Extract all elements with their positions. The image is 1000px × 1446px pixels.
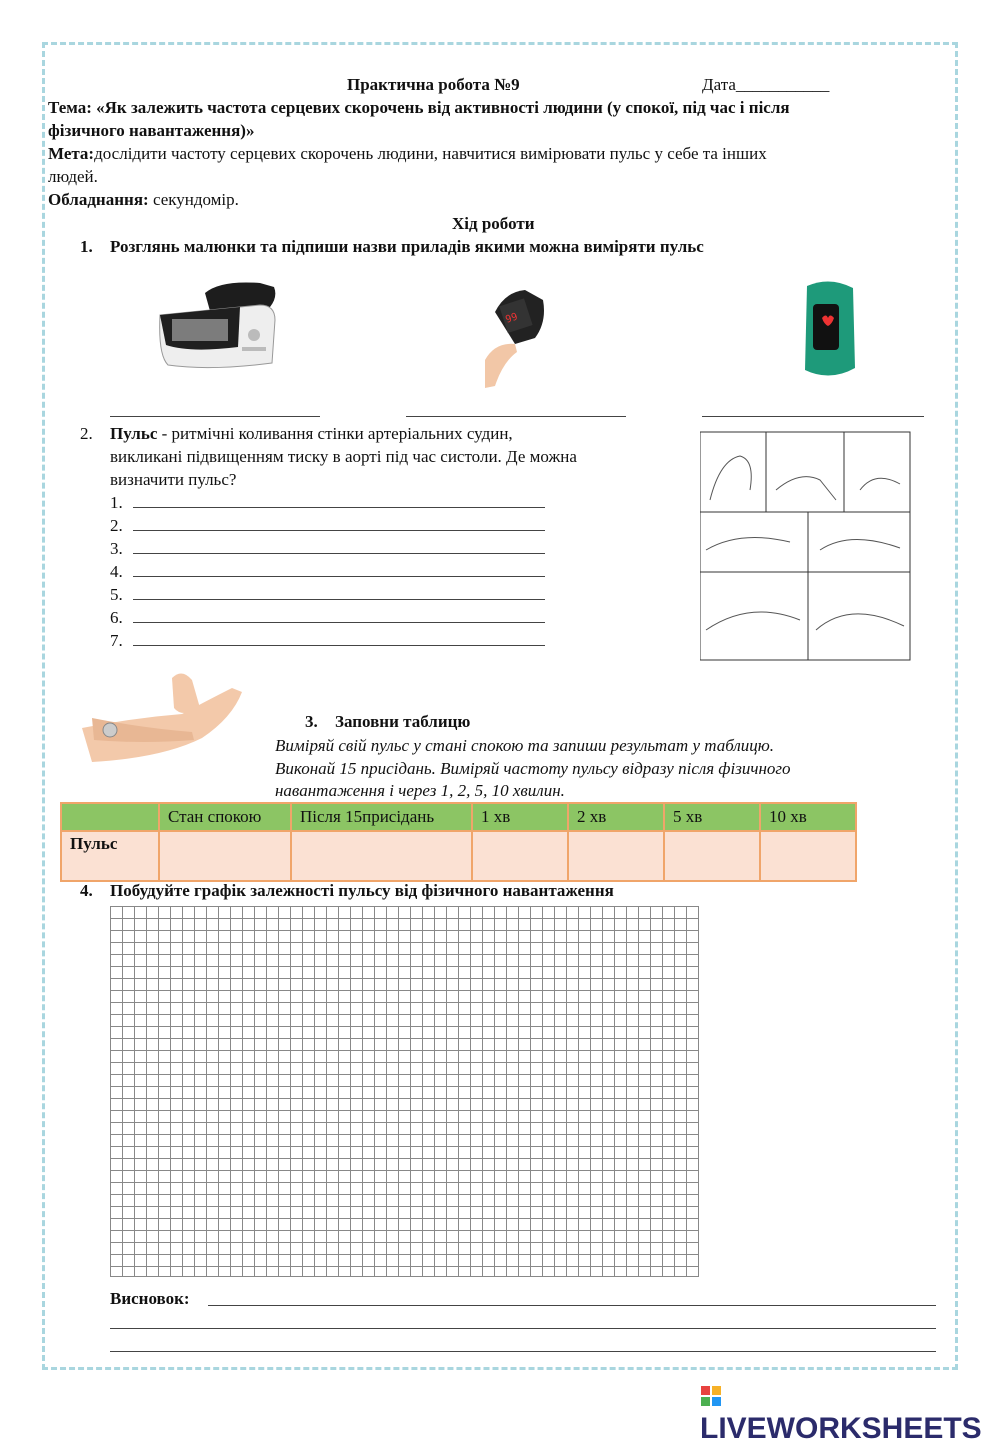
equipment-text: секундомір. xyxy=(148,190,239,209)
brand-squares-icon xyxy=(700,1385,724,1407)
date-field[interactable]: Дата___________ xyxy=(702,75,830,94)
brand-name: LIVEWORKSHEETS xyxy=(700,1412,982,1445)
blood-pressure-monitor-image xyxy=(150,275,280,375)
conclusion-line-2[interactable] xyxy=(110,1328,936,1329)
conclusion-line-3[interactable] xyxy=(110,1351,936,1352)
pulse-oximeter-image xyxy=(455,282,555,390)
answer-row-1[interactable]: 1. xyxy=(110,493,545,513)
pulse-table xyxy=(60,802,857,882)
goal-label: Мета: xyxy=(48,144,95,163)
answer-row-3[interactable]: 3. xyxy=(110,539,545,559)
task3-line2: Виконай 15 присідань. Виміряй частоту пульсу відразу після фізичного xyxy=(275,759,791,778)
table-header-cell xyxy=(61,803,159,831)
goal-text-2: людей. xyxy=(48,167,98,186)
equipment-label: Обладнання: xyxy=(48,190,149,209)
task3-title: Заповни таблицю xyxy=(335,712,471,731)
answer-row-6[interactable]: 6. xyxy=(110,608,545,628)
task4-text: Побудуйте графік залежності пульсу від фізичного навантаження xyxy=(110,881,614,900)
task1-text: Розглянь малюнки та підпиши назви приладів якими можна виміряти пульс xyxy=(110,237,704,256)
task2-line1 xyxy=(110,423,670,445)
wrist-pulse-image xyxy=(82,658,244,778)
goal-text-1: дослідити частоту серцевих скорочень людини, навчитися вимірювати пульс у себе та інших xyxy=(94,144,767,163)
pulse-after-squats-cell[interactable] xyxy=(291,831,472,881)
procedure-title: Хід роботи xyxy=(452,214,535,233)
pulse-5min-cell[interactable] xyxy=(664,831,760,881)
topic xyxy=(48,97,948,119)
device3-answer-line[interactable] xyxy=(702,416,924,417)
svg-text:99: 99 xyxy=(504,311,520,326)
graph-grid[interactable] xyxy=(110,906,699,1277)
pulse-1min-cell[interactable] xyxy=(472,831,568,881)
conclusion-line-1[interactable] xyxy=(208,1305,936,1306)
task3-line3: навантаження і через 1, 2, 5, 10 хвилин. xyxy=(275,781,565,800)
task2-line3: визначити пульс? xyxy=(110,470,237,489)
pulse-10min-cell[interactable] xyxy=(760,831,856,881)
device1-answer-line[interactable] xyxy=(110,416,320,417)
goal xyxy=(48,143,948,165)
pulse-rest-cell[interactable] xyxy=(159,831,291,881)
task1-number: 1. xyxy=(80,237,93,256)
table-row xyxy=(61,831,856,881)
pulse-definition: - ритмічні коливання стінки артеріальних судин, xyxy=(157,424,513,443)
table-header-row xyxy=(61,803,856,831)
answer-row-7[interactable]: 7. xyxy=(110,631,545,651)
task3-line1: Виміряй свій пульс у стані спокою та запиши результат у таблицю. xyxy=(275,736,775,755)
table-header-cell: 1 хв xyxy=(472,803,568,831)
task2-number: 2. xyxy=(80,424,93,443)
table-header-cell: Після 15присідань xyxy=(291,803,472,831)
task3-number: 3. xyxy=(305,712,318,731)
equipment xyxy=(48,189,239,211)
worksheet-title: Практична робота №9 xyxy=(347,75,520,94)
liveworksheets-logo[interactable] xyxy=(700,1378,1000,1446)
task4-number: 4. xyxy=(80,881,93,900)
fitness-tracker-image xyxy=(795,278,865,382)
device2-answer-line[interactable] xyxy=(406,416,626,417)
conclusion-label: Висновок: xyxy=(110,1289,190,1308)
table-header-cell: 10 хв xyxy=(760,803,856,831)
table-header-cell: 2 хв xyxy=(568,803,664,831)
answer-row-5[interactable]: 5. xyxy=(110,585,545,605)
task2-line2: викликані підвищенням тиску в аорті під час систоли. Де можна xyxy=(110,447,577,466)
answer-row-2[interactable]: 2. xyxy=(110,516,545,536)
topic-label: Тема: xyxy=(48,98,92,117)
table-header-cell: Стан спокою xyxy=(159,803,291,831)
answer-row-4[interactable]: 4. xyxy=(110,562,545,582)
topic-text-1: «Як залежить частота серцевих скорочень від активності людини (у спокої, під час і після xyxy=(96,98,790,117)
topic-text-2: фізичного навантаження)» xyxy=(48,121,255,140)
table-header-cell: 5 хв xyxy=(664,803,760,831)
pulse-term: Пульс xyxy=(110,424,158,443)
pulse-points-figure xyxy=(700,430,912,662)
pulse-2min-cell[interactable] xyxy=(568,831,664,881)
pulse-row-label: Пульс xyxy=(61,831,159,881)
